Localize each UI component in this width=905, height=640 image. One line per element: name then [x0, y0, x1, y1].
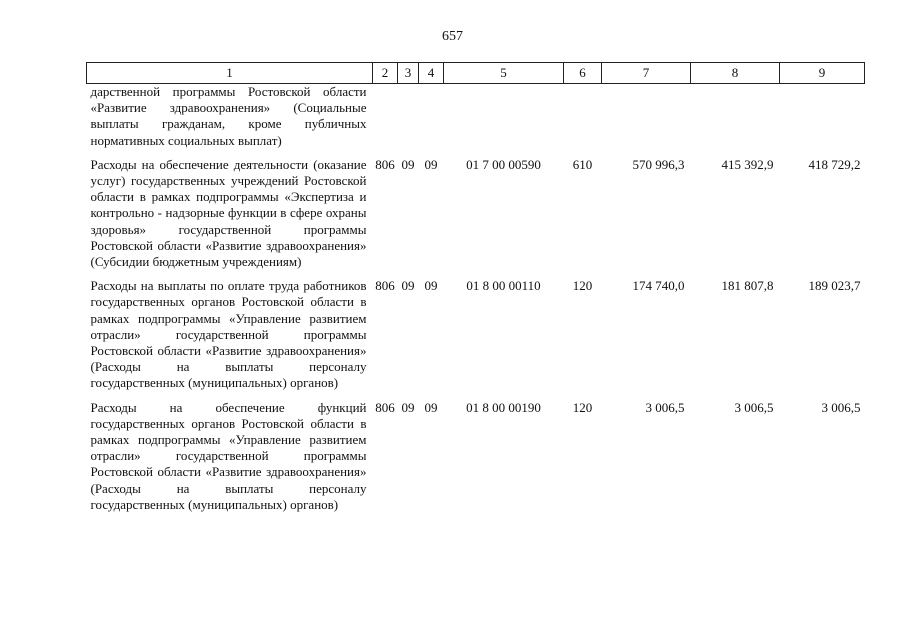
cell-target-article: 01 8 00 00110	[466, 278, 541, 294]
table-row	[87, 149, 865, 270]
row-description: Расходы на выплаты по оплате труда работников государственных органов Ростовской области в рамках подпрограммы «Управление развитием отрасли» государственной программы Ростовской области «Развитие здравоохранения» (Расходы на выплаты персоналу государственных (муниципальных) органов)	[90, 278, 367, 391]
cell-ministry-code: 806	[375, 278, 395, 294]
cell-amount-col7: 174 740,0	[632, 278, 685, 294]
column-header-8: 8	[691, 63, 780, 84]
budget-table	[86, 62, 865, 513]
cell-ministry-code: 806	[375, 156, 395, 172]
cell-amount-col7: 3 006,5	[645, 399, 685, 415]
column-header-2: 2	[373, 63, 398, 84]
column-header-1: 1	[87, 63, 373, 84]
row-description: Расходы на обеспечение деятельности (оказание услуг) государственных учреждений Ростовской области в рамках подпрограммы «Экспертиза и контрольно - надзорные функции в сфере охраны здоровья» государственной программы Ростовской области «Развитие здравоохранения» (Субсидии бюджетным учреждениям)	[90, 156, 367, 270]
cell-expense-type: 120	[572, 278, 593, 294]
cell-subsection: 09	[424, 278, 438, 294]
table-header-row	[87, 63, 865, 84]
cell-amount-col9: 3 006,5	[821, 399, 861, 415]
cell-expense-type: 120	[572, 399, 593, 415]
cell-expense-type: 610	[572, 156, 593, 172]
column-header-5: 5	[444, 63, 564, 84]
cell-subsection: 09	[424, 156, 438, 172]
table-row-continuation	[87, 84, 865, 149]
row-description: дарственной программы Ростовской области «Развитие здравоохранения» (Социальные выплаты гражданам, кроме публичных нормативных социальных выплат)	[90, 84, 367, 148]
cell-amount-col8: 3 006,5	[734, 399, 774, 415]
cell-target-article: 01 8 00 00190	[466, 399, 541, 415]
cell-amount-col8: 181 807,8	[721, 278, 774, 294]
column-header-7: 7	[602, 63, 691, 84]
cell-subsection: 09	[424, 399, 438, 415]
page-number: 657	[442, 29, 463, 44]
cell-ministry-code: 806	[375, 399, 395, 415]
cell-amount-col9: 418 729,2	[808, 156, 861, 172]
column-header-9: 9	[780, 63, 865, 84]
cell-amount-col8: 415 392,9	[721, 156, 774, 172]
table-row	[87, 392, 865, 513]
cell-section: 09	[401, 399, 415, 415]
cell-target-article: 01 7 00 00590	[466, 156, 541, 172]
column-header-3: 3	[398, 63, 419, 84]
cell-amount-col7: 570 996,3	[632, 156, 685, 172]
row-description: Расходы на обеспечение функций государственных органов Ростовской области в рамках подпрограммы «Управление развитием отрасли» государственной программы Ростовской области «Развитие здравоохранения» (Расходы на выплаты персоналу государственных (муниципальных) органов)	[90, 399, 367, 512]
cell-section: 09	[401, 278, 415, 294]
cell-amount-col9: 189 023,7	[808, 278, 861, 294]
table-row	[87, 270, 865, 391]
cell-section: 09	[401, 156, 415, 172]
column-header-6: 6	[564, 63, 602, 84]
column-header-4: 4	[419, 63, 444, 84]
